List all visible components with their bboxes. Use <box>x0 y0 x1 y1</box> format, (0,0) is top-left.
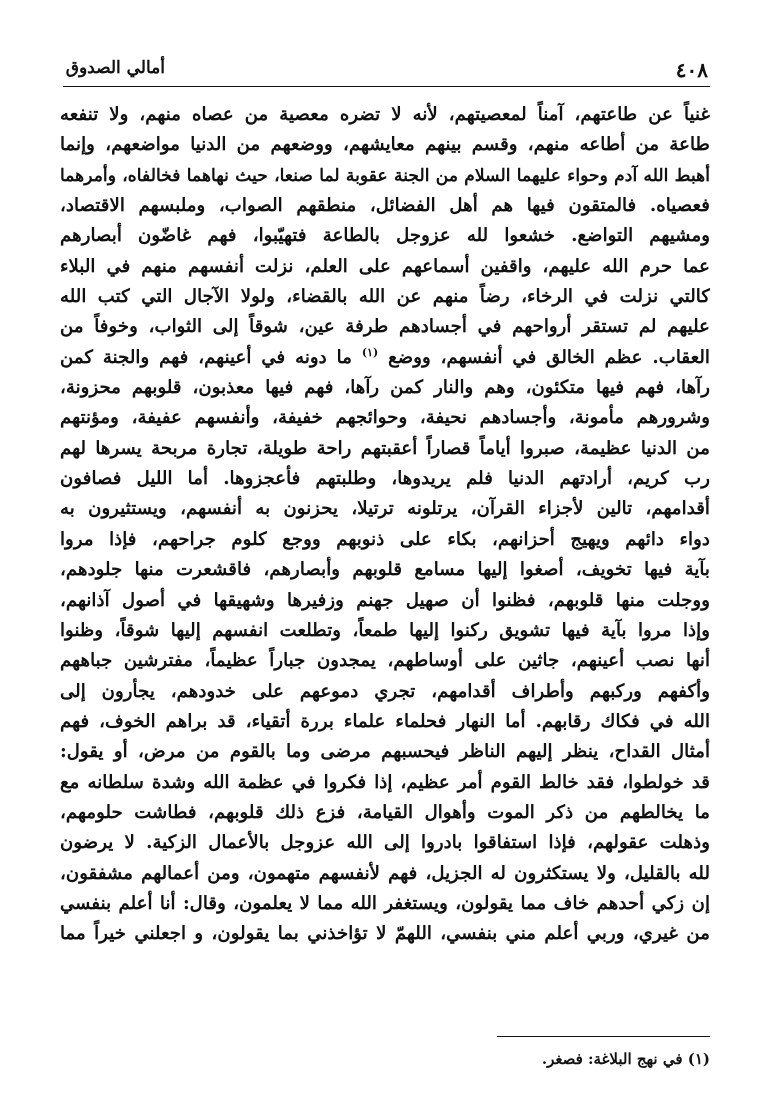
body-text <box>60 100 710 950</box>
text-line-with-footnote <box>60 343 710 373</box>
text-line: لله بالقليل، ولا يستكثرون له الجزيل، فهم لأنفسهم متهمون، ومن أعمالهم مشفقون، <box>60 862 710 884</box>
text-line: وأكفهم وركبهم وأطراف أقدامهم، تجري دموعهم على خدودهم، يجأرون إلى <box>60 680 710 702</box>
text-line: رب كريم، أرادتهم الدنيا فلم يريدوها، وطلبتهم فأعجزوها. أما الليل فصافون <box>60 468 710 490</box>
text-line: عليهم لم تستقر أرواحهم في أجسادهم طرفة عين، شوقاً إلى الثواب، وخوفاً من <box>60 316 710 338</box>
text-line: فعصياه. فالمتقون فيها هم أهل الفضائل، منطقهم الصواب، وملبسهم الاقتصاد، <box>60 195 710 217</box>
text-line: الله في فكاك رقابهم. أما النهار فحلماء علماء بررة أتقياء، قد براهم الخوف، فهم <box>60 710 710 732</box>
text-line: أنها نصب أعينهم، جاثين على أوساطهم، يمجدون جباراً عظيماً، مفترشين جباههم <box>60 650 710 672</box>
footnote: (١) في نهج البلاغة: فصغر. <box>541 1050 710 1068</box>
text-line: عما حرم الله عليهم، واقفين أسماعهم على العلم، نزلت أنفسهم منهم في البلاء <box>60 255 710 277</box>
page-number: ٤٠٨ <box>675 58 708 82</box>
text-line: أهبط الله آدم وحواء عليهما السلام من الجنة عقوبة لما صنعا، حيث نهاهما فخالفاه، وأمرهما <box>60 165 710 186</box>
text-line: ووجلت منها قلوبهم، فظنوا أن صهيل جهنم وزفيرها وشهيقها في أصول آذانهم، <box>60 589 710 611</box>
text-line: أمثال القداح، ينظر إليهم الناظر فيحسبهم مرضى وما بالقوم من مرض، أو يقول: <box>60 741 710 763</box>
text-line: غنياً عن طاعتهم، آمناً لمعصيتهم، لأنه لا تضره معصية من عصاه منهم، ولا تنفعه <box>60 104 710 125</box>
text-line: بآية فيها تخويف، أصغوا إليها مسامع قلوبهم وأبصارهم، فاقشعرت منها جلودهم، <box>60 559 710 581</box>
footnote-divider <box>497 1036 710 1037</box>
text-line: قد خولطوا، فقد خالط القوم أمر عظيم، إذا فكروا في عظمة الله وشدة سلطانه مع <box>60 771 710 793</box>
text-line: وذهلت عقولهم، فإذا استفاقوا بادروا إلى الله عزوجل بالأعمال الزكية. لا يرضون <box>60 832 710 854</box>
text-line: ما يخالطهم من ذكر الموت وأهوال القيامة، فزع ذلك قلوبهم، فطاشت حلومهم، <box>60 801 710 823</box>
text-line: دواء دائهم ويهيج أحزانهم، بكاء على ذنوبهم ووجع كلوم جراحهم، فإذا مروا <box>60 528 710 550</box>
text-segment: ما دونه في أعينهم، فهم والجنة كمن <box>60 346 352 368</box>
text-line: من الدنيا عظيمة، صبروا أياماً قصاراً أعقبتهم راحة طويلة، تجارة مربحة يسرها لهم <box>60 437 710 459</box>
text-line: وإذا مروا بآية فيها تشويق ركنوا إليها طمعاً، وتطلعت انفسهم إليها شوقاً، وظنوا <box>60 619 710 641</box>
running-header-title: أمالي الصدوق <box>65 58 165 78</box>
text-line: ومشيهم التواضع. خشعوا لله عزوجل بالطاعة فتهيّبوا، فهم غاضّون أبصارهم <box>60 225 710 247</box>
text-line: كالتي نزلت في الرخاء، رضاً منهم عن الله بالقضاء، ولولا الآجال التي كتب الله <box>60 286 710 308</box>
text-line: إن زكي أحدهم خاف مما يقولون، ويستغفر الله مما لا يعلمون، وقال: أنا أعلم بنفسي <box>60 892 710 914</box>
text-segment: العقاب. عظم الخالق في أنفسهم، ووضع <box>388 346 710 368</box>
text-line: من غيري، وربي أعلم مني بنفسي، اللهمّ لا تؤاخذني بما يقولون، و اجعلني خيراً مما <box>60 923 710 945</box>
text-line: رآها، فهم فيها متكئون، وهم والنار كمن رآها، فهم فيها معذبون، قلوبهم محزونة، <box>60 377 710 399</box>
header-divider <box>63 86 710 87</box>
footnote-reference: (١) <box>361 345 379 359</box>
text-line: أقدامهم، تالين لأجزاء القرآن، يرتلونه ترتيلا، يحزنون به أنفسهم، ويستثيرون به <box>60 498 710 520</box>
text-line: وشرورهم مأمونة، وأجسادهم نحيفة، وحوائجهم خفيفة، وأنفسهم عفيفة، ومؤنتهم <box>60 407 710 429</box>
text-line: طاعة من أطاعه منهم، وقسم بينهم معايشهم، ووضعهم من الدنيا مواضعهم، وإنما <box>60 134 710 156</box>
